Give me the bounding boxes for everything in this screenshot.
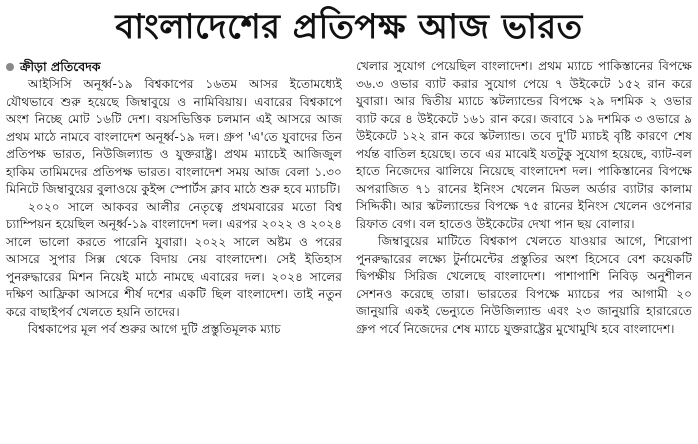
paragraph: আইসিসি অনূর্ধ্ব-১৯ বিশ্বকাপের ১৬তম আসর ইতোমধ্যেই যৌথভাবে শুরু হয়েছে জিম্বাবুয়ে ও নামিবিয়ায়। এবারের বিশ্বকাপে অংশ নিচ্ছে মোট ১৬টি দেশ। বয়সভিত্তিক চলমান এই আসরে আজ প্রথম মাঠে নামবে বাংলাদেশ অনূর্ধ্ব-১৯ দল। গ্রুপ 'এ'তে যুবাদের তিন প্রতিপক্ষ ভারত, নিউজিল্যান্ড ও যুক্তরাষ্ট্র। প্রথম ম্যাচেই আজিজুল হাকিম তামিমদের প্রতিপক্ষ ভারত। বাংলাদেশ সময় আজ বেলা ১.৩০ মিনিটে জিম্বাবুয়ের বুলাওয়ে কুইন্স স্পোর্টস ক্লাব মাঠে শুরু হবে ম্যাচটি। xyxy=(6,77,342,196)
article-body xyxy=(6,58,692,339)
paragraph: বিশ্বকাপের মূল পর্ব শুরুর আগে দুটি প্রস্তুতিমূলক ম্যাচ xyxy=(28,322,281,336)
right-column xyxy=(356,58,692,339)
paragraph: ২০২০ সালে আকবর আলীর নেতৃত্বে প্রথমবারের মতো বিশ্ব চ্যাম্পিয়ন হয়েছিল অনূর্ধ্ব-১৯ বাংলাদেশ দল। এরপর ২০২২ ও ২০২৪ সালে ভালো করতে পারেনি যুবারা। ২০২২ সালে অষ্টম ও পরের আসরে সুপার সিক্স থেকে বিদায় নেয় বাংলাদেশ। সেই ইতিহাস পুনরুদ্ধারের মিশন নিয়েই মাঠে নামছে এবারের দল। ২০২৪ সালের দক্ষিণ আফ্রিকা আসরে শীর্ষ দশের একটি ছিল বাংলাদেশ। তাই নতুন করে বাছাইপর্ব খেলতে হয়নি তাদের। xyxy=(6,199,342,319)
paragraph: জিম্বাবুয়ের মাটিতে বিশ্বকাপ খেলতে যাওয়ার আগে, শিরোপা পুনরুদ্ধারের লক্ষ্যে টুর্নামেন্টের প্রস্তুতির অংশ হিসেবে বেশ কয়েকটি দ্বিপক্ষীয় সিরিজ খেলেছে বাংলাদেশ। পাশাপাশি নিবিড় অনুশীলন সেশনও করেছে তারা। ভারতের বিপক্ষে ম্যাচের পর আগামী ২০ জানুয়ারি একই ভেন্যুতে নিউজিল্যান্ড এবং ২৩ জানুয়ারি হারারেতে গ্রুপ পর্বে নিজেদের শেষ ম্যাচে যুক্তরাষ্ট্রের মুখোমুখি হবে বাংলাদেশ। xyxy=(356,234,692,336)
byline-text: ক্রীড়া প্রতিবেদক xyxy=(20,59,101,74)
bullet-icon xyxy=(6,63,14,71)
left-column xyxy=(6,58,342,339)
byline xyxy=(6,58,342,75)
paragraph: খেলার সুযোগ পেয়েছিল বাংলাদেশ। প্রথম ম্যাচে পাকিস্তানের বিপক্ষে ৩৬.৩ ওভার ব্যাট করার সুযোগ পেয়ে ৭ উইকেটে ১৫২ রান করে যুবারা। আর দ্বিতীয় ম্যাচে স্কটল্যান্ডের বিপক্ষে ২৯ দশমিক ২ ওভার ব্যাট করে ৪ উইকেটে ১৬১ রান করে। জবাবে ১৯ দশমিক ৩ ওভারে ৯ উইকেটে ১২২ রান করে স্কটল্যান্ড। তবে দু'টি ম্যাচই বৃষ্টি কারণে শেষ পর্যন্ত বাতিল হয়েছে। তবে এর মাঝেই যতটুকু সুযোগ হয়েছে, ব্যাট-বল হাতে নিজেদের ঝালিয়ে নিয়েছে বাংলাদেশ দল। পাকিস্তানের বিপক্ষে অপরাজিত ৭১ রানের ইনিংস খেলেন মিডল অর্ডার ব্যাটার কালাম সিদ্দিকী। আর স্কটল্যান্ডের বিপক্ষে ৭৫ রানের ইনিংস খেলেন ওপেনার রিফাত বেগ। বল হাতেও উইকেটের দেখা পান ছয় বোলার। xyxy=(356,59,692,231)
article-headline: বাংলাদেশের প্রতিপক্ষ আজ ভারত xyxy=(115,7,583,47)
